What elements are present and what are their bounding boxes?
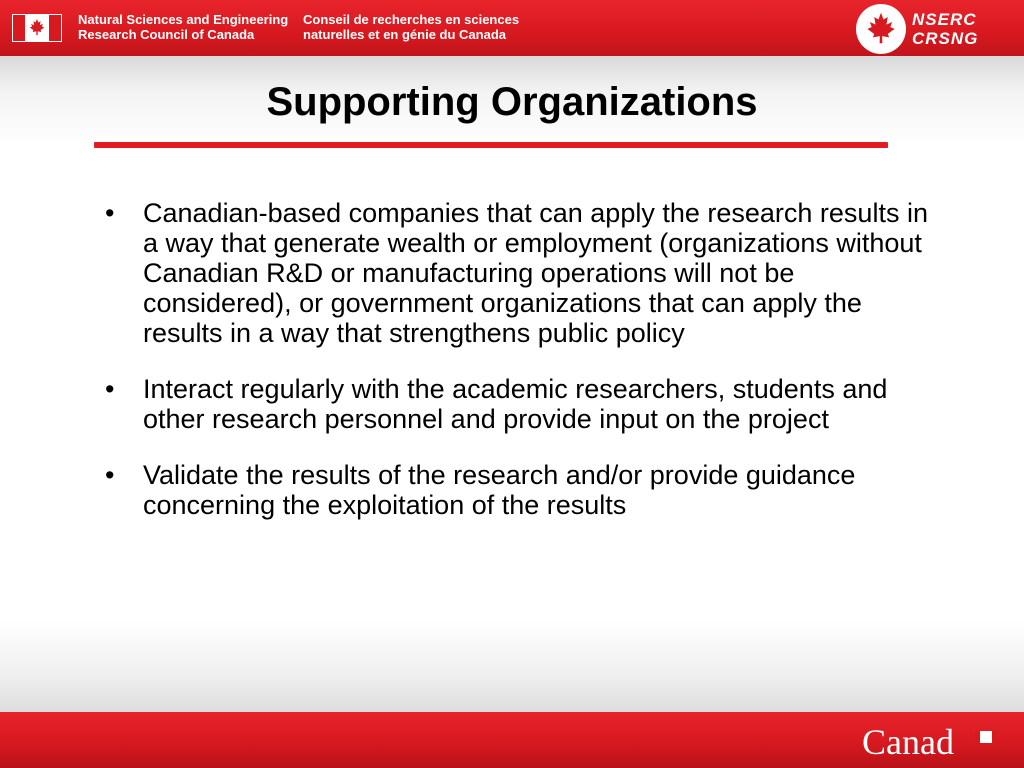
list-item bbox=[105, 198, 945, 348]
list-item bbox=[105, 460, 945, 520]
list-item bbox=[105, 374, 945, 434]
org-name-english-line-2: Research Council of Canada bbox=[78, 27, 255, 42]
slide-title: Supporting Organizations bbox=[266, 80, 758, 124]
org-name-french-line-1: Conseil de recherches en sciences bbox=[303, 12, 520, 27]
bullet-list bbox=[105, 198, 945, 546]
bullet-text: Validate the results of the research and/or provide guidance concerning the exploitation of the results bbox=[143, 460, 856, 520]
bullet-dot: • bbox=[105, 198, 115, 228]
footer-fade bbox=[0, 620, 1024, 712]
maple-leaf-logo-icon bbox=[856, 4, 906, 54]
brand-nserc: NSERC bbox=[912, 10, 977, 29]
bullet-dot: • bbox=[105, 374, 115, 404]
bullet-dot: • bbox=[105, 460, 115, 490]
bullet-text: Interact regularly with the academic researchers, students and other research personnel and provide input on the project bbox=[143, 374, 888, 434]
bullet-text: Canadian-based companies that can apply the research results in a way that generate wealth or employment (organizations without Canadian R&D or manufacturing operations will not be considered), or government organizations that can apply the results in a way that strengthens public policy bbox=[143, 198, 928, 348]
brand-crsng: CRSNG bbox=[912, 29, 979, 48]
wordmark-flag-icon bbox=[975, 731, 997, 743]
canada-flag-icon bbox=[12, 14, 62, 42]
brand-wordmark bbox=[912, 10, 978, 48]
org-name-french bbox=[303, 12, 543, 42]
title-underline bbox=[94, 142, 888, 148]
org-name-english-line-1: Natural Sciences and Engineering bbox=[78, 12, 289, 27]
canada-wordmark: Canad bbox=[862, 722, 954, 762]
org-name-french-line-2: naturelles et en génie du Canada bbox=[303, 27, 506, 42]
org-name-english bbox=[78, 12, 293, 42]
